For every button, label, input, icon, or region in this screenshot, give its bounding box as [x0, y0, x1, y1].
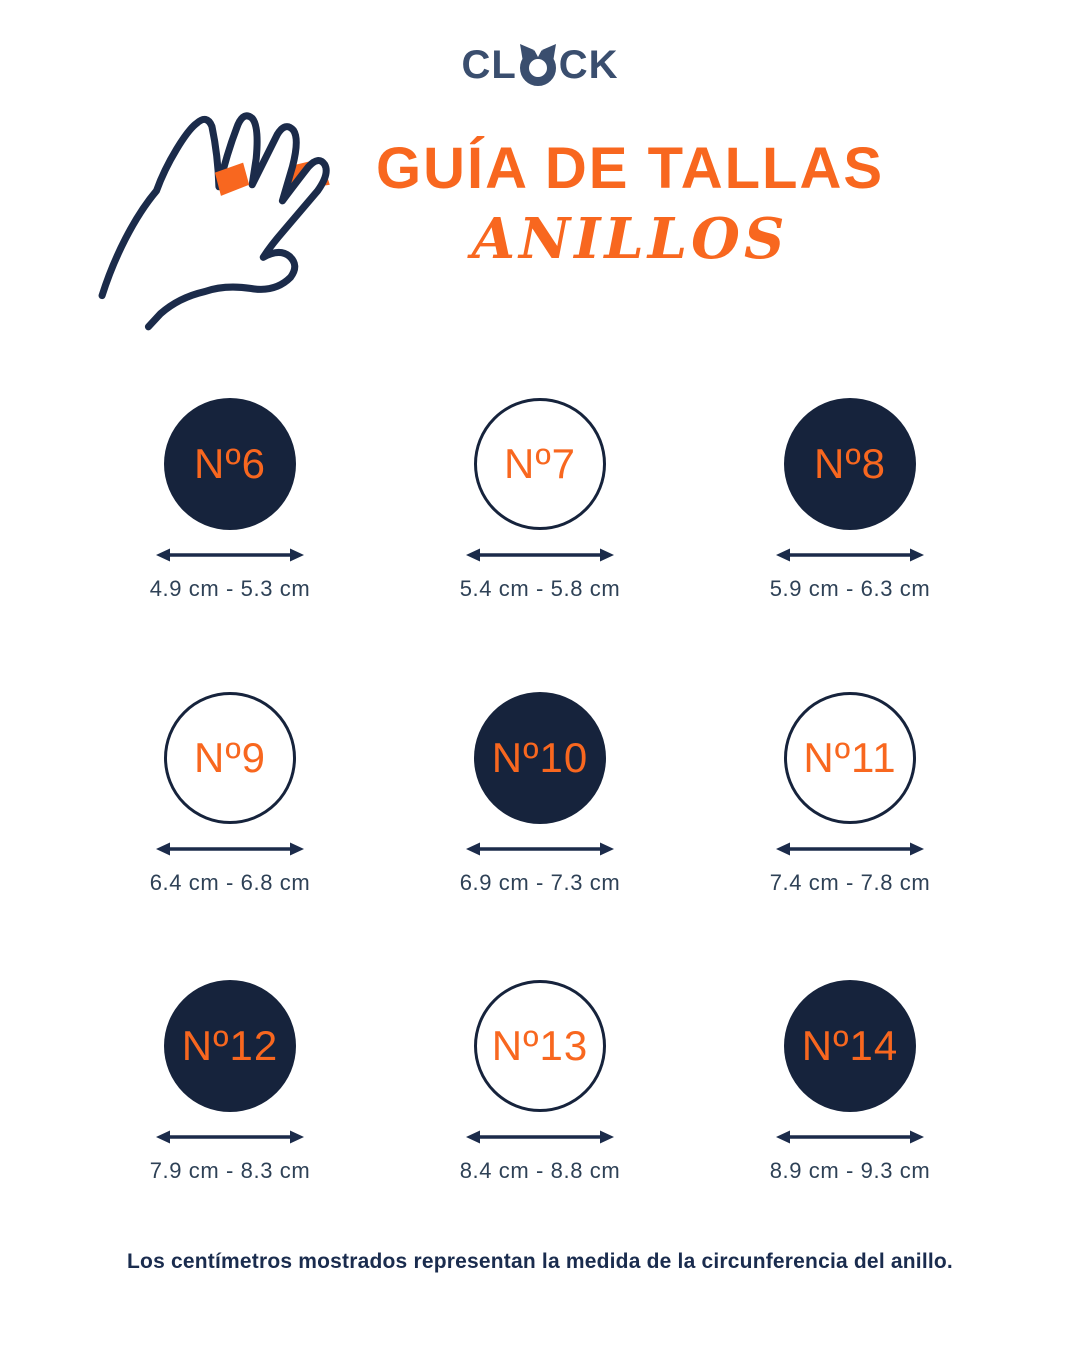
ring-size-circle — [474, 692, 606, 824]
size-range: 5.4 cm - 5.8 cm — [459, 576, 621, 601]
ring-size-label: Nº12 — [181, 1022, 279, 1069]
size-item — [75, 692, 385, 980]
page-header — [352, 136, 908, 270]
page-title: GUÍA DE TALLAS — [375, 136, 885, 201]
ring-size-label: Nº10 — [491, 734, 589, 781]
size-item — [695, 692, 1005, 980]
diameter-arrow-icon — [156, 1129, 304, 1145]
logo-text-left: CL — [461, 43, 517, 87]
diameter-arrow-icon — [156, 841, 304, 857]
size-range: 7.9 cm - 8.3 cm — [149, 1158, 311, 1183]
ring-size-circle — [474, 398, 606, 530]
ring-size-circle — [164, 980, 296, 1112]
ring-size-circle — [784, 692, 916, 824]
owl-o-icon — [518, 42, 558, 86]
size-item — [385, 398, 695, 692]
ring-size-circle — [474, 980, 606, 1112]
size-range: 7.4 cm - 7.8 cm — [769, 870, 931, 895]
ring-size-circle — [784, 398, 916, 530]
diameter-arrow-icon — [776, 841, 924, 857]
ring-size-label: Nº14 — [801, 1022, 899, 1069]
diameter-arrow-icon — [156, 547, 304, 563]
size-item — [695, 398, 1005, 692]
size-item — [385, 980, 695, 1184]
ring-size-circle — [164, 692, 296, 824]
diameter-arrow-icon — [776, 547, 924, 563]
size-item — [75, 980, 385, 1184]
size-range: 8.9 cm - 9.3 cm — [769, 1158, 931, 1183]
ring-size-circle — [784, 980, 916, 1112]
ring-size-label: Nº8 — [813, 440, 887, 487]
logo-text-right: CK — [558, 43, 619, 87]
diameter-arrow-icon — [466, 1129, 614, 1145]
size-range: 4.9 cm - 5.3 cm — [149, 576, 311, 601]
size-range: 6.4 cm - 6.8 cm — [149, 870, 311, 895]
ring-size-label: Nº9 — [193, 734, 267, 781]
footnote: Los centímetros mostrados representan la medida de la circunferencia del anillo. — [127, 1250, 953, 1273]
diameter-arrow-icon — [466, 841, 614, 857]
page-subtitle: ANILLOS — [471, 205, 789, 272]
ring-size-label: Nº6 — [193, 440, 267, 487]
ring-size-label: Nº7 — [503, 440, 577, 487]
size-range: 5.9 cm - 6.3 cm — [769, 576, 931, 601]
size-range: 8.4 cm - 8.8 cm — [459, 1158, 621, 1183]
diameter-arrow-icon — [776, 1129, 924, 1145]
ring-size-label: Nº11 — [803, 734, 897, 781]
size-item — [695, 980, 1005, 1184]
size-grid — [75, 398, 1005, 1184]
size-item — [385, 692, 695, 980]
ring-size-circle — [164, 398, 296, 530]
size-item — [75, 398, 385, 692]
ring-size-label: Nº13 — [491, 1022, 589, 1069]
hand-illustration — [92, 98, 364, 340]
size-range: 6.9 cm - 7.3 cm — [459, 870, 621, 895]
brand-logo — [0, 42, 1080, 85]
diameter-arrow-icon — [466, 547, 614, 563]
